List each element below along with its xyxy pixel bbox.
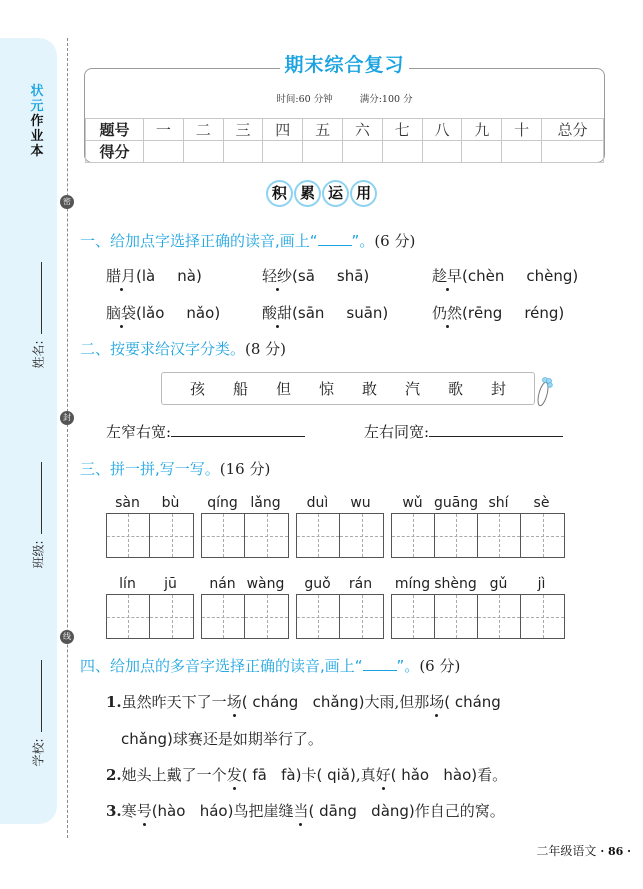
score-table (85, 118, 604, 163)
exam-meta (84, 91, 605, 105)
char-item: 汽 (404, 380, 420, 398)
score-cell[interactable] (144, 141, 184, 163)
col-5: 五 (303, 119, 343, 141)
section-banner (0, 180, 643, 207)
sentence-text: 看。 (477, 766, 508, 784)
title-wrap (84, 50, 605, 77)
q2-title-text: 二、按要求给汉字分类。 (80, 340, 246, 358)
col-total: 总分 (542, 119, 604, 141)
dotted-char: 发 (226, 766, 242, 784)
pinyin-label: wǔ (402, 495, 423, 511)
dotted-char: 场 (429, 693, 445, 711)
pinyin-label: shèng (434, 576, 477, 592)
q1-item (262, 302, 388, 323)
pinyin-label: shí (488, 495, 509, 511)
pinyin-label: míng (394, 576, 431, 592)
q1-word: 轻纱 (262, 267, 293, 285)
pinyin-options[interactable]: chǎng) (121, 730, 173, 748)
q1-item (432, 302, 564, 323)
paren: ( (462, 267, 468, 285)
writing-cell[interactable] (245, 595, 288, 638)
char-item: 封 (490, 380, 506, 398)
pinyin-option[interactable]: lǎo (141, 304, 165, 322)
writing-cell[interactable] (478, 595, 521, 638)
name-line (41, 262, 42, 334)
q1-blank (318, 234, 352, 246)
time-limit: 时间:60 分钟 (276, 94, 333, 105)
sentence-text: 鸟把崖缝 (233, 802, 294, 820)
q1-item (262, 265, 369, 286)
page-title: 期末综合复习 (280, 50, 408, 77)
sentence-number: 2. (106, 766, 122, 784)
cut-line (67, 38, 68, 838)
char-item: 惊 (318, 380, 334, 398)
col-8: 八 (422, 119, 462, 141)
q1-title-end: ”。 (351, 232, 375, 250)
page-number: · 86 · (600, 845, 631, 858)
sentence-text: 大雨,但那 (364, 693, 430, 711)
score-cell[interactable] (502, 141, 542, 163)
pinyin-option[interactable]: là (141, 267, 156, 285)
col-4: 四 (263, 119, 303, 141)
dotted-char: 号 (136, 802, 152, 820)
sentence-text: 寒 (121, 802, 137, 820)
q1-title-text: 一、给加点字选择正确的读音,画上“ (80, 232, 318, 250)
writing-cell[interactable] (202, 595, 245, 638)
pinyin-option[interactable]: nà (177, 267, 196, 285)
col-10: 十 (502, 119, 542, 141)
name-label: 姓名: (31, 340, 46, 369)
pinyin-options[interactable]: (hào háo) (151, 802, 234, 820)
seal-mi-icon: 密 (60, 195, 74, 209)
pinyin-option[interactable]: suān (346, 304, 383, 322)
writing-cell[interactable] (150, 514, 193, 557)
row-head-score: 得分 (86, 141, 144, 163)
banner-char: 用 (350, 180, 377, 207)
brand-plain: 作业本 (30, 114, 44, 159)
q2-points: (8 分) (245, 340, 287, 358)
col-3: 三 (223, 119, 263, 141)
col-9: 九 (462, 119, 502, 141)
q4-sentence-1-cont (121, 728, 323, 749)
writing-cell[interactable] (392, 514, 435, 557)
q4-sentence-1 (106, 691, 501, 712)
q1-word: 仍然 (432, 304, 463, 322)
pinyin-option[interactable]: rēng (467, 304, 503, 322)
paren: ) (572, 267, 579, 285)
pinyin-options[interactable]: ( cháng (444, 693, 501, 711)
pinyin-option[interactable]: shā (336, 267, 364, 285)
pinyin-label: jū (164, 576, 177, 592)
pinyin-label: sàn (115, 495, 140, 511)
q4-title-text: 四、给加点的多音字选择正确的读音,画上“ (80, 657, 363, 675)
pinyin-option[interactable]: chèng (526, 267, 573, 285)
writing-cell[interactable] (297, 595, 340, 638)
score-cell-total[interactable] (542, 141, 604, 163)
dotted-char: 当 (293, 802, 309, 820)
q1-item (106, 265, 202, 286)
char-scroll-box (161, 372, 535, 405)
paren: ) (363, 267, 370, 285)
school-label: 学校: (31, 738, 46, 767)
banner-char: 运 (322, 180, 349, 207)
q4-points: (6 分) (419, 657, 461, 675)
char-item: 孩 (189, 380, 205, 398)
score-cell[interactable] (183, 141, 223, 163)
seal-xian-icon: 线 (60, 630, 74, 644)
fill-narrow-wide (106, 421, 305, 442)
q4-title (80, 655, 460, 676)
full-score: 满分:100 分 (359, 94, 413, 105)
pinyin-option[interactable]: réng (524, 304, 559, 322)
seal-feng-icon: 封 (60, 411, 74, 425)
q3-title (80, 458, 270, 479)
dotted-char: 好 (375, 766, 391, 784)
pinyin-label: qíng (207, 495, 238, 511)
banner-char: 积 (266, 180, 293, 207)
score-table-score-row (86, 141, 604, 163)
fill1-label: 左窄右宽: (106, 423, 172, 441)
pinyin-label: lín (119, 576, 136, 592)
writing-cell[interactable] (392, 595, 435, 638)
q1-points: (6 分) (374, 232, 416, 250)
pinyin-options[interactable]: ( fā fà) (241, 766, 302, 784)
writing-grid-2 (201, 594, 289, 639)
fill2-answer-line[interactable] (429, 423, 563, 437)
q1-word: 腊月 (106, 267, 137, 285)
school-line (41, 660, 42, 732)
pinyin-label: bù (161, 495, 180, 511)
writing-grid-2 (296, 594, 384, 639)
writing-cell[interactable] (107, 514, 150, 557)
class-label: 班级: (31, 540, 46, 569)
pinyin-options[interactable]: ( dāng dàng) (308, 802, 415, 820)
score-cell[interactable] (382, 141, 422, 163)
pinyin-label: lǎng (250, 495, 281, 511)
sentence-text: 作自己的窝。 (414, 802, 505, 820)
char-item: 歌 (447, 380, 463, 398)
paren: ) (382, 304, 389, 322)
writing-cell[interactable] (245, 514, 288, 557)
pinyin-label: nán (209, 576, 236, 592)
writing-grid-2 (201, 513, 289, 558)
pinyin-label: gǔ (489, 576, 508, 592)
writing-grid-2 (296, 513, 384, 558)
pinyin-label: guāng (434, 495, 479, 511)
col-1: 一 (144, 119, 184, 141)
q4-sentence-2 (106, 764, 507, 785)
writing-cell[interactable] (150, 595, 193, 638)
sentence-number: 3. (106, 802, 122, 820)
q3-points: (16 分) (219, 460, 271, 478)
q1-title (80, 230, 415, 251)
paren: ( (136, 304, 142, 322)
school-field[interactable] (30, 660, 46, 770)
pinyin: ( qiǎ) (316, 766, 356, 784)
scroll-curl-icon (535, 372, 555, 410)
score-cell[interactable] (422, 141, 462, 163)
fill1-answer-line[interactable] (171, 423, 305, 437)
writing-grid-2 (106, 513, 194, 558)
col-6: 六 (342, 119, 382, 141)
score-cell[interactable] (462, 141, 502, 163)
writing-cell[interactable] (340, 595, 383, 638)
footer-subject: 二年级语文 (536, 844, 597, 858)
pinyin-option[interactable]: sān (297, 304, 325, 322)
writing-cell[interactable] (202, 514, 245, 557)
sentence-number: 1. (106, 693, 122, 711)
q1-word: 脑袋 (106, 304, 137, 322)
paren: ) (558, 304, 565, 322)
brand-logo (29, 84, 45, 159)
q1-item (432, 265, 578, 286)
dotted-char: 场 (226, 693, 242, 711)
q1-word: 趁早 (432, 267, 463, 285)
writing-cell[interactable] (435, 514, 478, 557)
q4-blank (363, 659, 397, 671)
pinyin-options[interactable]: ( hǎo hào) (390, 766, 478, 784)
brand-colored: 状元 (30, 84, 44, 114)
class-line (41, 462, 42, 534)
pinyin-label: wàng (246, 576, 285, 592)
writing-grid-4 (391, 594, 565, 639)
q3-title-text: 三、拼一拼,写一写。 (80, 460, 220, 478)
q4-title-end: ”。 (396, 657, 420, 675)
score-cell[interactable] (223, 141, 263, 163)
q4-sentence-3 (106, 800, 505, 821)
writing-grid-2 (106, 594, 194, 639)
col-2: 二 (183, 119, 223, 141)
writing-cell[interactable] (478, 514, 521, 557)
score-cell[interactable] (263, 141, 303, 163)
pinyin-label: jì (537, 576, 546, 592)
paren: ( (136, 267, 142, 285)
sentence-text: 球赛还是如期举行了。 (172, 730, 323, 748)
banner-char: 累 (294, 180, 321, 207)
writing-cell[interactable] (435, 595, 478, 638)
pinyin-label: guǒ (304, 576, 331, 592)
writing-cell[interactable] (297, 514, 340, 557)
paren: ( (462, 304, 468, 322)
fill2-label: 左右同宽: (364, 423, 430, 441)
q1-word: 酸甜 (262, 304, 293, 322)
paren: ( (292, 267, 298, 285)
writing-cell[interactable] (107, 595, 150, 638)
paren: ( (292, 304, 298, 322)
pinyin-option[interactable]: nǎo (186, 304, 215, 322)
pinyin-label: sè (533, 495, 550, 511)
writing-cell[interactable] (521, 514, 564, 557)
class-field[interactable] (30, 462, 46, 572)
char-item: 船 (232, 380, 248, 398)
char-item: 但 (275, 380, 291, 398)
char-item: 敢 (361, 380, 377, 398)
score-cell[interactable] (342, 141, 382, 163)
score-cell[interactable] (303, 141, 343, 163)
q2-title (80, 338, 286, 359)
q1-item (106, 302, 220, 323)
writing-cell[interactable] (340, 514, 383, 557)
pinyin-label: wu (350, 495, 371, 511)
paren: ) (195, 267, 202, 285)
sentence-text: 她头上戴了一个 (121, 766, 227, 784)
score-table-header-row (86, 119, 604, 141)
sentence-text: 卡 (301, 766, 317, 784)
fill-equal-wide (364, 421, 563, 442)
col-7: 七 (382, 119, 422, 141)
pinyin-options[interactable]: ( cháng chǎng) (241, 693, 365, 711)
pinyin-label: duì (306, 495, 329, 511)
pinyin-option[interactable]: chèn (467, 267, 505, 285)
sentence-text: ,真 (355, 766, 376, 784)
paren: ) (214, 304, 221, 322)
page-footer (536, 842, 631, 859)
pinyin-option[interactable]: sā (297, 267, 315, 285)
writing-cell[interactable] (521, 595, 564, 638)
writing-grid-4 (391, 513, 565, 558)
row-head-question: 题号 (86, 119, 144, 141)
pinyin-label: rán (348, 576, 373, 592)
name-field[interactable] (30, 262, 46, 372)
sentence-text: 虽然昨天下了一 (121, 693, 227, 711)
